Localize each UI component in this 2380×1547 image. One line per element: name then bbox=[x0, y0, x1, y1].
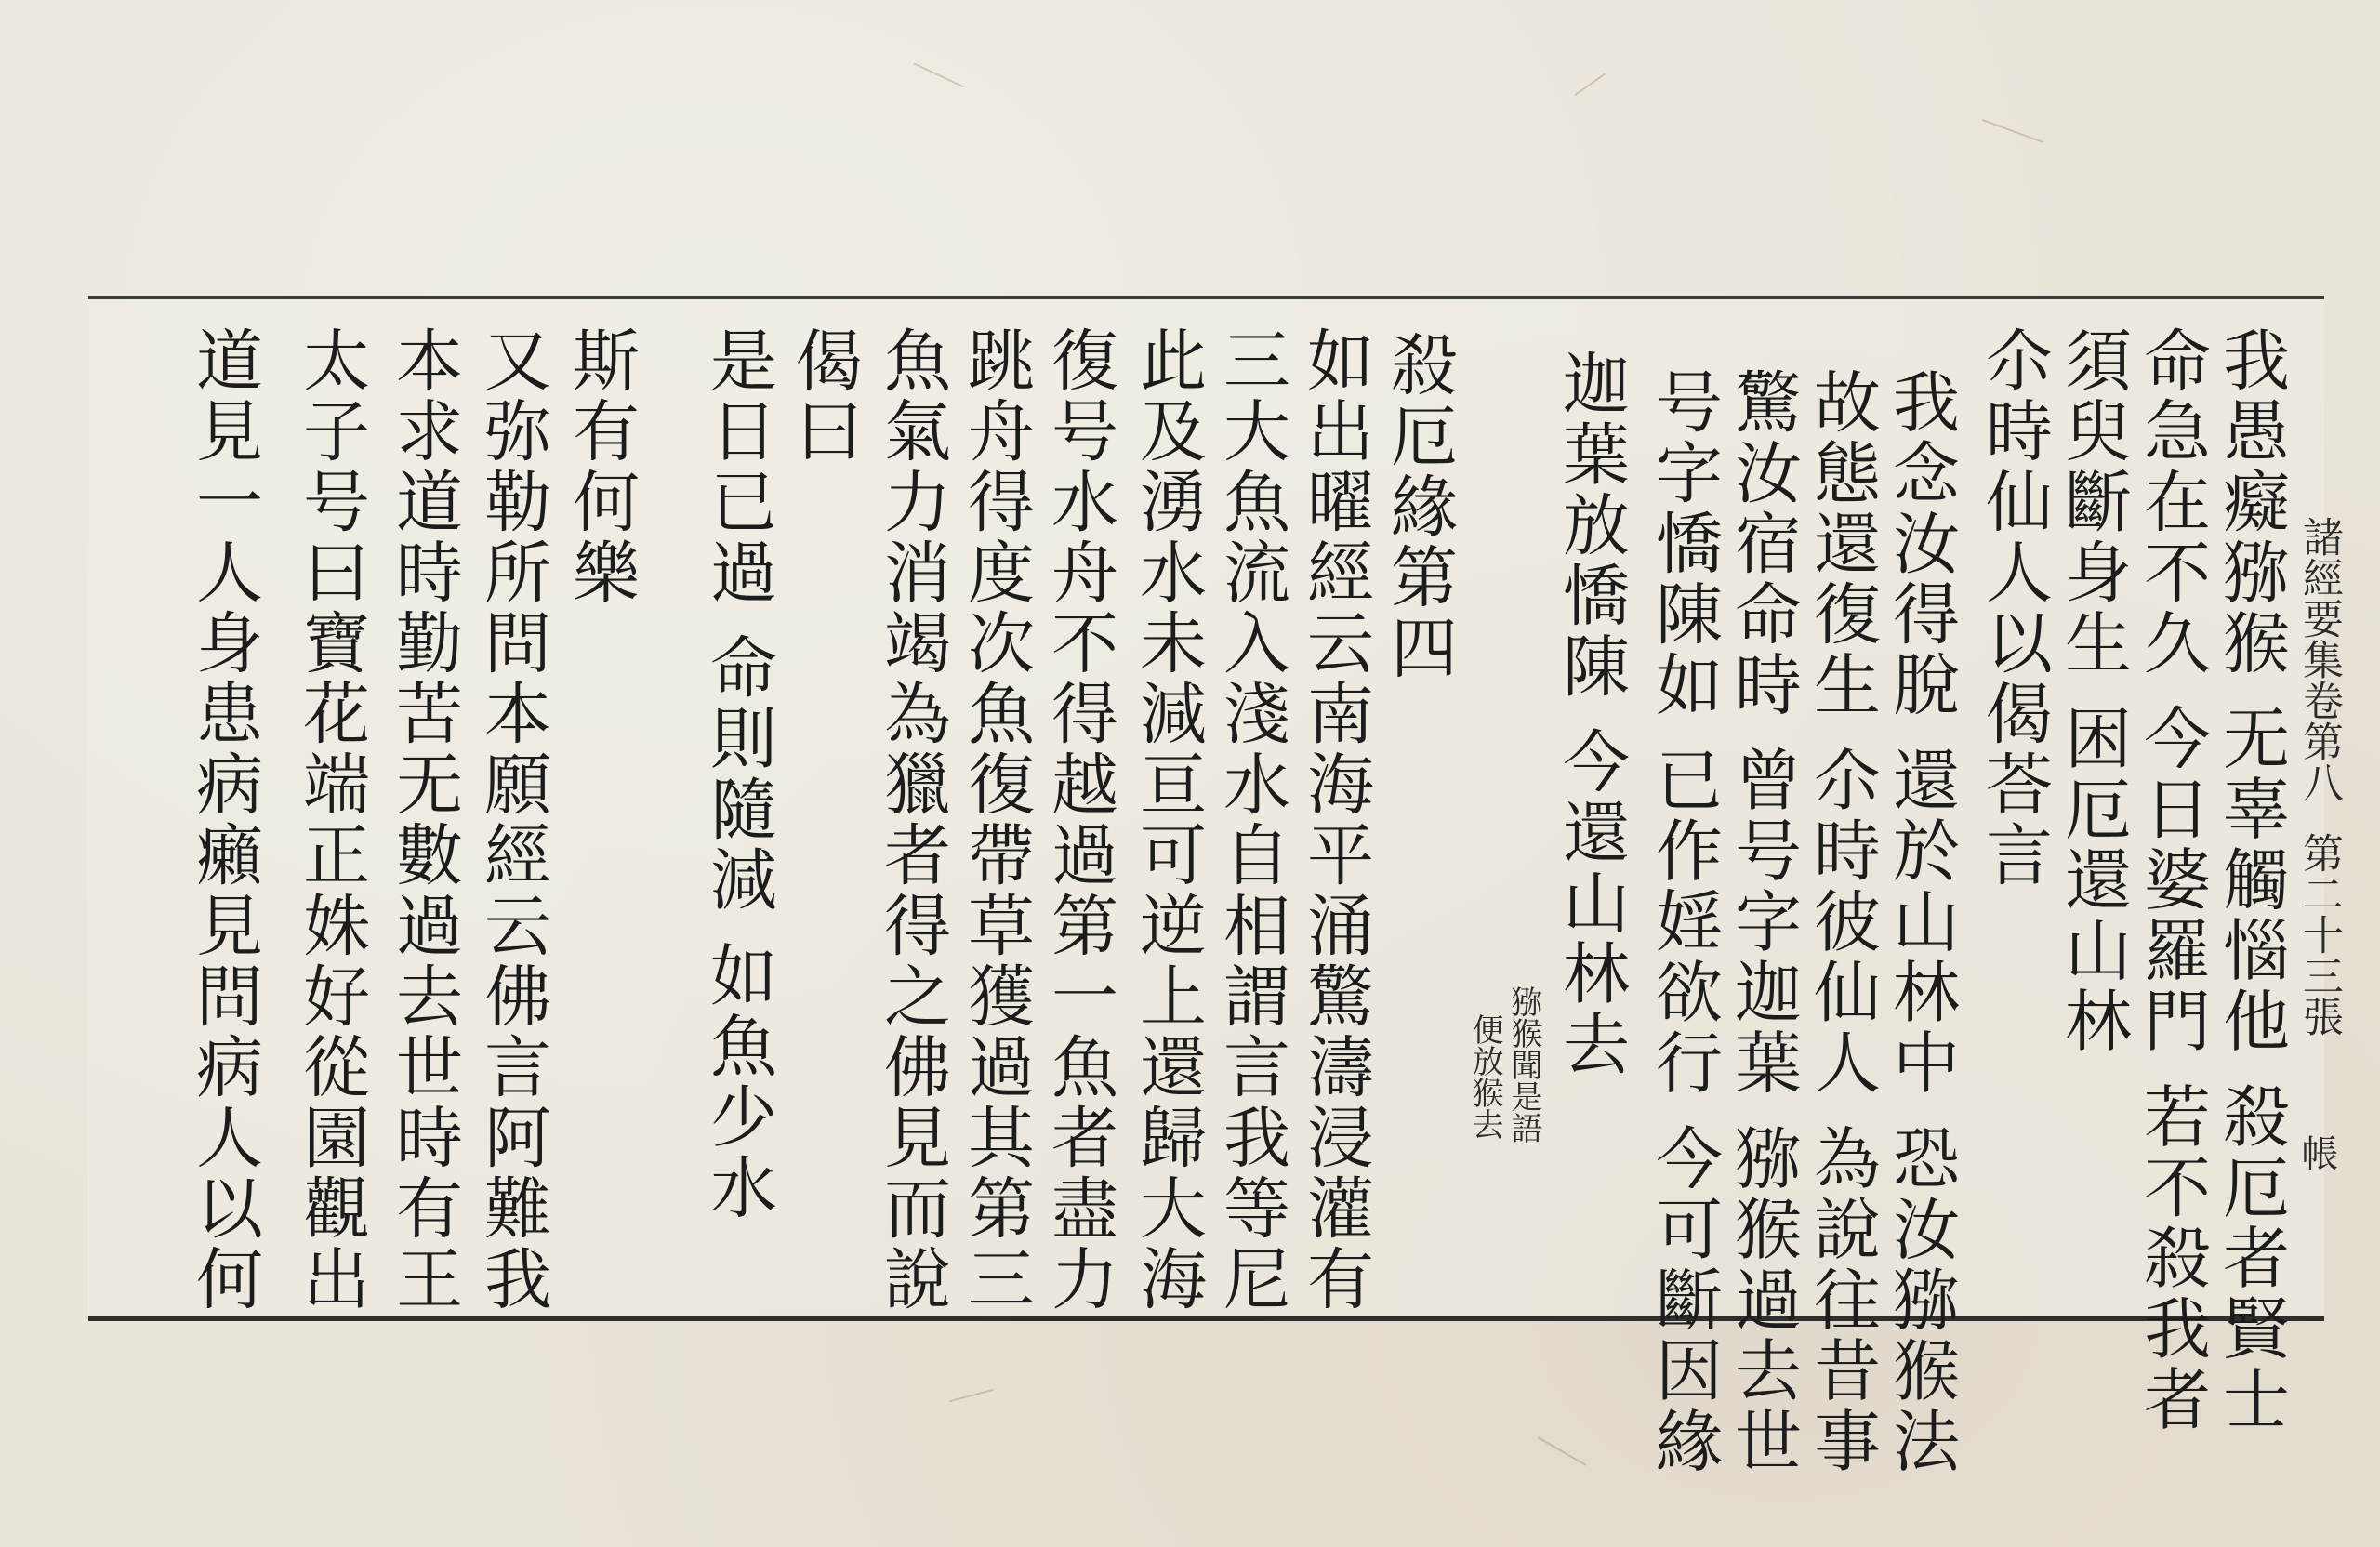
text-column-20: 又弥勒所問本願經云佛言阿難我 bbox=[473, 325, 551, 1315]
text-column-5: 我念汝得脫 還於山林中 恐汝猕猴法 bbox=[1882, 367, 1960, 1477]
text-column-15: 跳舟得度次魚復帶草獲過其第三 bbox=[957, 325, 1035, 1315]
text-column-8: 号字憍陳如 已作婬欲行 今可斷因緣 bbox=[1645, 367, 1723, 1477]
annotation-note-1: 猕猴聞是語 bbox=[1505, 985, 1542, 1144]
text-column-22: 太子号曰寶花端正姝好從園觀出 bbox=[292, 325, 370, 1315]
volume-label: 諸經要集卷第八 bbox=[2295, 516, 2343, 802]
text-column-7: 驚汝宿命時 曾号字迦葉 猕猴過去世 bbox=[1724, 367, 1802, 1477]
text-column-17: 偈曰 bbox=[785, 325, 863, 467]
text-column-2: 命急在不久 今日婆羅門 若不殺我者 bbox=[2133, 325, 2211, 1435]
text-column-19: 斯有何樂 bbox=[562, 325, 640, 608]
text-column-6: 故態還復生 尒時彼仙人 為說往昔事 bbox=[1803, 367, 1881, 1477]
volume-header bbox=[2294, 516, 2343, 1037]
text-column-16: 魚氣力消竭為獵者得之佛見而說 bbox=[873, 325, 951, 1315]
text-column-14: 復号水舟不得越過第一魚者盡力 bbox=[1040, 325, 1118, 1315]
section-title: 殺厄緣第四 bbox=[1380, 330, 1458, 683]
annotation-note-2: 便放猴去 bbox=[1466, 1013, 1503, 1140]
text-column-18: 是日已過 命則隨減 如魚少水 bbox=[699, 325, 777, 1223]
text-column-9: 迦葉放憍陳 今還山林去 bbox=[1552, 349, 1630, 1080]
text-column-11: 如出曜經云南海平涌驚濤浸灌有 bbox=[1296, 325, 1374, 1315]
page-marker: 帳 bbox=[2295, 1134, 2338, 1171]
page-label: 第二十三張 bbox=[2295, 832, 2343, 1037]
text-column-21: 本求道時勤苦无數過去世時有王 bbox=[385, 325, 463, 1315]
text-column-13: 此及湧水未減亘可逆上還歸大海 bbox=[1129, 325, 1207, 1315]
text-column-3: 須臾斷身生 困厄還山林 bbox=[2054, 325, 2132, 1057]
text-column-1: 我愚癡猕猴 无辜觸惱他 殺厄者賢士 bbox=[2212, 325, 2290, 1435]
text-column-23: 道見一人身患病癩見問病人以何 bbox=[185, 325, 263, 1315]
text-column-4: 尒時仙人以偈荅言 bbox=[1975, 325, 2053, 891]
text-column-12: 三大魚流入淺水自相謂言我等尼 bbox=[1212, 325, 1290, 1315]
